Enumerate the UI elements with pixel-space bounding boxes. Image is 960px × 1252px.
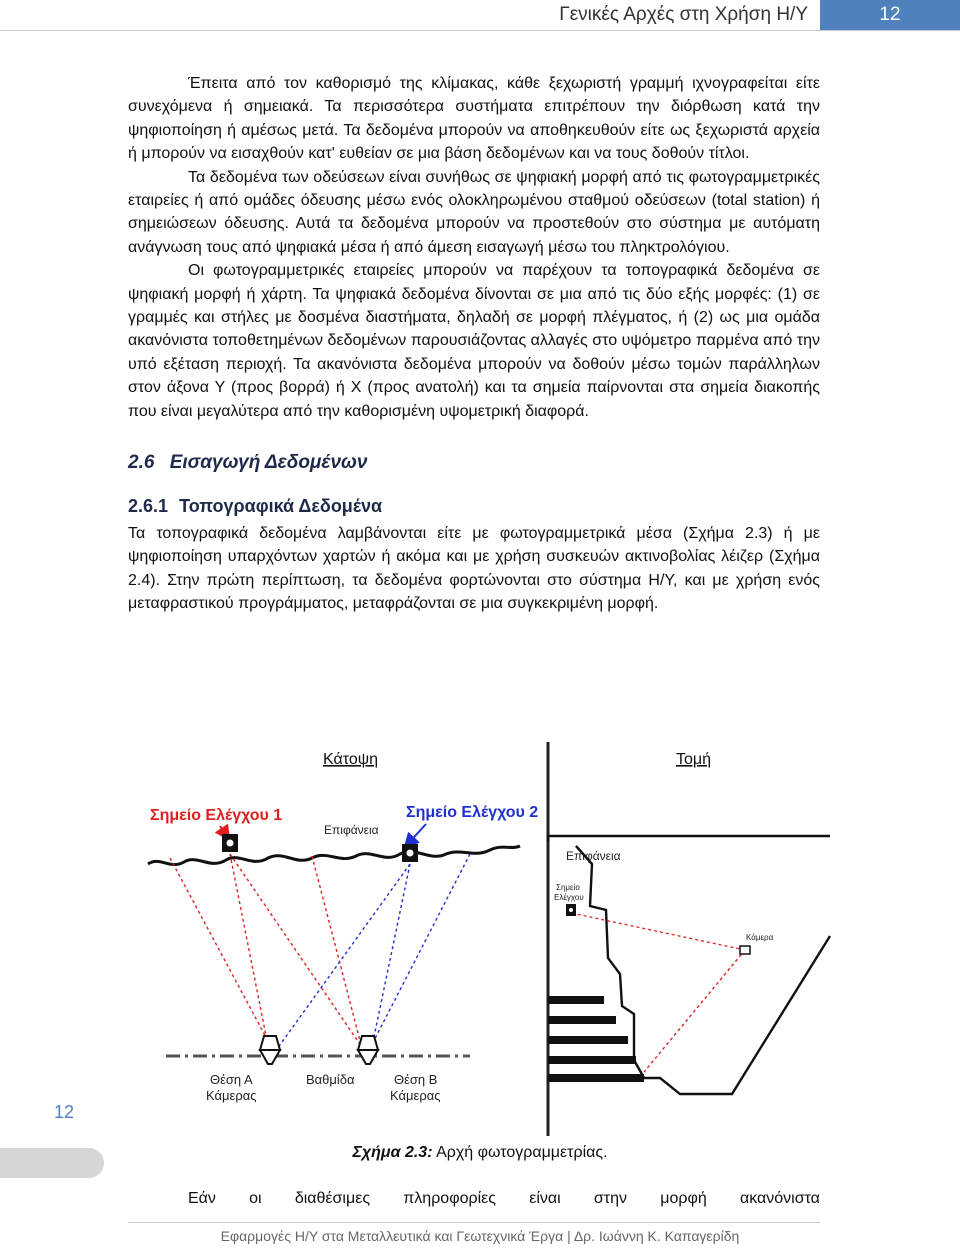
section-control-point-marker (566, 904, 576, 916)
section-camera-icon (740, 946, 750, 954)
control-point-1-marker (222, 834, 238, 852)
caption-text: Αρχή φωτογραμμετρίας. (436, 1144, 608, 1161)
section-view-title: Τομή (676, 751, 712, 768)
surface-wavy-line (148, 846, 520, 865)
word: ακανόνιστα (739, 1190, 820, 1207)
plan-view-title: Κάτοψη (323, 751, 379, 768)
section-title: Εισαγωγή Δεδομένων (169, 452, 368, 474)
camera-b-label: Θέση Β (394, 1072, 438, 1087)
surface-label-plan: Επιφάνεια (324, 823, 379, 837)
camera-b-icon (358, 1036, 378, 1064)
control-point-2-arrow (406, 824, 426, 846)
body-paragraph: Έπειτα από τον καθορισμό της κλίμακας, κάθε ξεχωριστή γραμμή ιχνογραφείται είτε συνεχόμενα ή σημειακά. Τα περισσότερα συστήματα επιτρέπουν την διόρθωση κατά την ψηφιοποίηση ή αμέσως μετά. Τα δεδομένα μπορούν να αποθηκευθούν είτε ως ξεχωριστά αρχεία ή μπορούν να εισαχθούν κατ' ευθείαν σε μια βάση δεδομένων και να τους δοθούν τίτλοι. (128, 75, 820, 163)
subsection-heading (128, 495, 820, 518)
word: μορφή (660, 1190, 707, 1207)
side-page-number: 12 (54, 1102, 75, 1122)
header-divider (0, 30, 960, 31)
figure-caption (0, 1144, 960, 1162)
control-point-2-label: Σημείο Ελέγχου 2 (406, 804, 539, 821)
main-content (128, 72, 820, 616)
header-title: Γενικές Αρχές στη Χρήση Η/Υ (559, 4, 808, 25)
section-point-label: Σημείο (556, 883, 580, 892)
surface-label-section: Επιφάνεια (566, 849, 621, 863)
camera-b-label-2: Κάμερας (390, 1088, 441, 1103)
section-point-label-2: Ελέγχου (554, 893, 584, 902)
section-camera-rays (576, 914, 745, 1072)
header-page-number: 12 (820, 0, 960, 30)
word: διαθέσιμες (294, 1190, 371, 1207)
camera-a-label: Θέση Α (210, 1072, 253, 1087)
control-point-2-marker (402, 844, 418, 862)
footer-divider (128, 1222, 820, 1223)
side-tab (0, 1148, 104, 1178)
subsection-number: 2.6.1 (128, 495, 169, 516)
continuing-text-line (188, 1190, 820, 1208)
footer-text: Εφαρμογές Η/Υ στα Μεταλλευτικά και Γεωτεχνικά Έργα | Δρ. Ιωάννη Κ. Καπαγερίδη (220, 1228, 740, 1244)
section-heading (128, 451, 820, 474)
word: οι (249, 1190, 262, 1207)
section-profile (548, 836, 830, 1094)
word: είναι (529, 1190, 561, 1207)
word: Εάν (188, 1190, 216, 1207)
subsection-title: Τοπογραφικά Δεδομένα (179, 495, 383, 516)
body-paragraph: Τα δεδομένα των οδεύσεων είναι συνήθως σε ψηφιακή μορφή από τις φωτογραμμετρικές εταιρείες ή από ομάδες όδευσης μέσω ενός ολοκληρωμένου σταθμού οδεύσεων (total station) ή σημειώσεων όδευσης. Αυτά τα δεδομένα μπορούν να προστεθούν στο σύστημα με αυτόματη ανάγνωση τους από ψηφιακά μέσα ή από άμεση εισαγωγή μέσω του πληκτρολόγιου. (128, 168, 820, 256)
caption-label: Σχήμα 2.3: (352, 1144, 433, 1161)
body-paragraph: Τα τοπογραφικά δεδομένα λαμβάνονται είτε με φωτογραμμετρικά μέσα (Σχήμα 2.3) ή με ψηφιοποίηση υπαρχόντων χαρτών ή ακόμα και με χρήση συσκευών ακτινοβολίας λέιζερ (Σχήμα 2.4). Στην πρώτη περίπτωση, τα δεδομένα φορτώνονται στο σύστημα Η/Υ, και με χρήση ενός μεταφραστικού προγράμματος, μεταφράζονται σε μια συγκεκριμένη μορφή. (128, 524, 820, 613)
section-number: 2.6 (128, 452, 155, 474)
control-point-1-label: Σημείο Ελέγχου 1 (150, 807, 283, 824)
camera-a-icon (260, 1036, 280, 1064)
section-benches (548, 996, 644, 1082)
camera-rays-red (170, 854, 368, 1056)
word: στην (593, 1190, 628, 1207)
depth-label: Βαθμίδα (306, 1072, 355, 1087)
section-camera-label: Κάμερα (746, 933, 774, 942)
photogrammetry-figure (140, 738, 840, 1138)
camera-a-label-2: Κάμερας (206, 1088, 257, 1103)
camera-rays-blue (272, 854, 470, 1056)
body-paragraph: Οι φωτογραμμετρικές εταιρείες μπορούν να παρέχουν τα τοπογραφικά δεδομένα σε ψηφιακή μορφή ή χάρτη. Τα ψηφιακά δεδομένα δίνονται σε μια από τις δύο εξής μορφές: (1) σε γραμμές και στήλες με δοσμένα διαστήματα, δηλαδή σε μορφή πλέγματος, ή (2) ως μια ομάδα ακανόνιστα τοποθετημένων δεδομένων παρουσιάζοντας αλλαγές στο υψόμετρο παρμένα από την υπό εξέταση περιοχή. Τα ακανόνιστα δεδομένα μπορούν να δοθούν μέσω τομών παράλληλων στον άξονα Υ (προς βορρά) ή Χ (προς ανατολή) και τα σημεία παίρνονται στα σημεία διακοπής που είναι μεγαλύτερα από την καθορισμένη υψομετρική διαφορά. (128, 262, 820, 420)
word: πληροφορίες (403, 1190, 496, 1207)
